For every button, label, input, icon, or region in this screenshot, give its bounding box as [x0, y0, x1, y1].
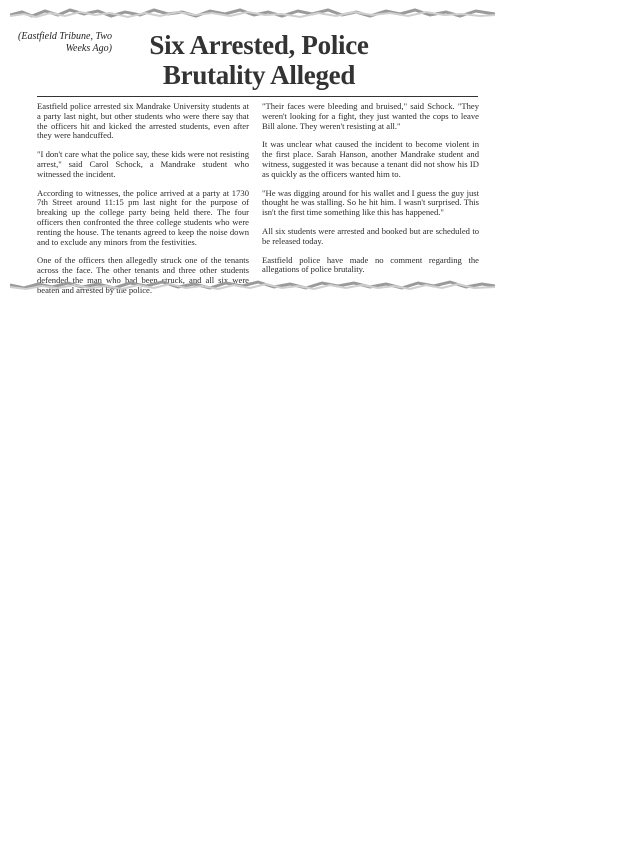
- article-paragraph: "Their faces were bleeding and bruised," said Schock. "They weren't looking for a fight, they just wanted the cops to leave Bill alone. They weren't resisting at all.": [262, 101, 479, 131]
- article-paragraph: Eastfield police arrested six Mandrake University students at a party last night, but other students who were there say that the officers hit and kicked the arrested students, even after they were handcuffed.: [37, 101, 249, 141]
- article-paragraph: One of the officers then allegedly struck one of the tenants across the face. The other tenants and three other students defended the man who had been struck, and all six were beaten and arrested by the police.: [37, 255, 249, 295]
- article-paragraph: Eastfield police have made no comment regarding the allegations of police brutality.: [262, 254, 479, 275]
- torn-bottom-edge: [10, 278, 495, 294]
- headline-rule: [37, 96, 478, 97]
- article-column-right: [262, 102, 479, 284]
- source-line: (Eastfield Tribune, Two Weeks Ago): [18, 31, 112, 54]
- article-column-left: [37, 102, 249, 305]
- torn-top-edge: [10, 6, 495, 22]
- article-paragraph: "I don't care what the police say, these kids were not resisting arrest," said Carol Schock, a Mandrake student who witnessed the incident.: [37, 149, 249, 179]
- article-paragraph: According to witnesses, the police arrived at a party at 1730 7th Street around 11:15 pm last night for the purpose of breaking up the college party being held there. The four officers then confronted the three college students who were renting the house. The tenants agreed to keep the noise down and to exclude any minors from the festivities.: [37, 187, 249, 247]
- newspaper-clipping: [0, 0, 638, 300]
- article-paragraph: It was unclear what caused the incident to become violent in the first place. Sarah Hanson, another Mandrake student and witness, suggested it was because a tenant did not show his ID as quickly as the officers wanted him to.: [262, 139, 479, 179]
- headline: Six Arrested, Police Brutality Alleged: [149, 30, 369, 90]
- article-paragraph: All six students were arrested and booked but are scheduled to be released today.: [262, 225, 479, 246]
- article-paragraph: "He was digging around for his wallet and I guess the guy just thought he was stalling. So he hit him. I wasn't surprised. This isn't the first time something like this has happened.": [262, 187, 479, 218]
